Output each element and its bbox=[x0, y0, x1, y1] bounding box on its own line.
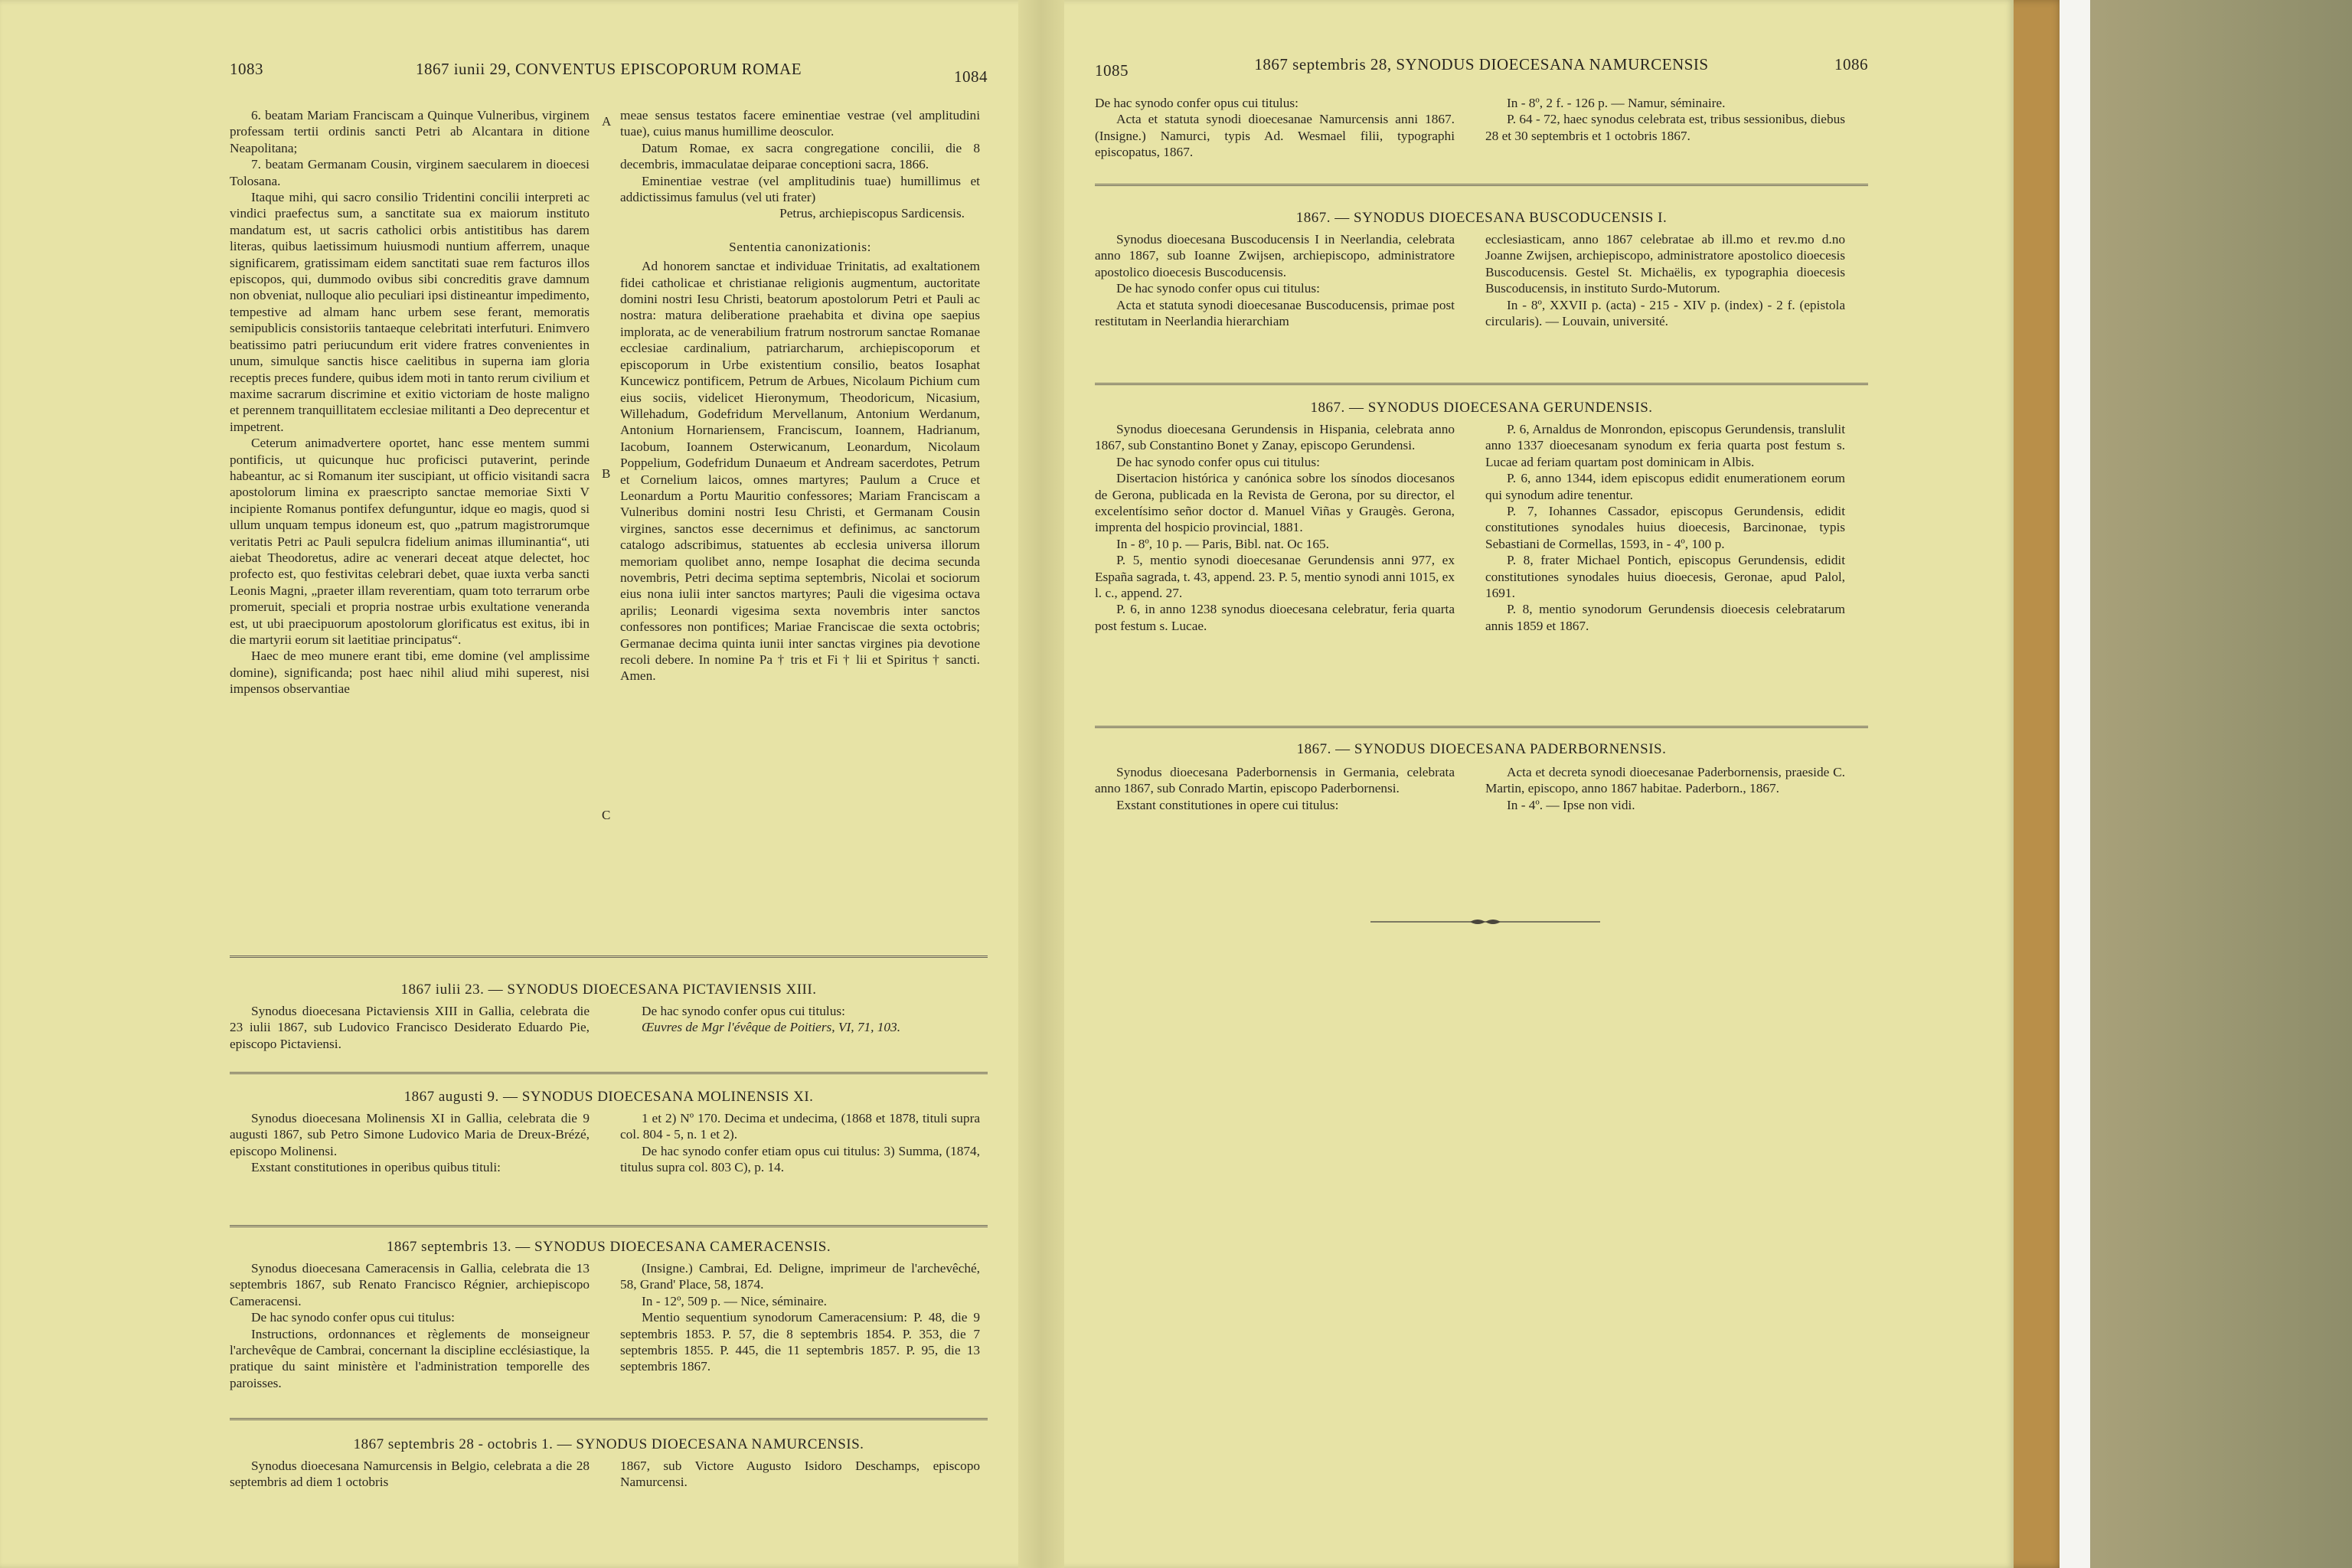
paragraph: Acta et statuta synodi dioecesanae Namurcensis anni 1867. (Insigne.) Namurci, typis Ad. Wesmael filii, typographi episcopatus, 1867. bbox=[1095, 112, 1455, 160]
signature-line: Petrus, archiepiscopus Sardicensis. bbox=[779, 206, 965, 221]
section-title-namurcensis: 1867 septembris 28 - octobris 1. — SYNODUS DIOECESANA NAMURCENSIS. bbox=[353, 1436, 864, 1452]
paragraph: P. 64 - 72, haec synodus celebrata est, tribus sessionibus, diebus 28 et 30 septembris et 1 octobris 1867. bbox=[1485, 112, 1845, 143]
paragraph: Itaque mihi, qui sacro consilio Tridentini concilii interpreti ac vindici praefectus sum, a sanctitate sua ex maiorum instituto mandatum est, ut sacris catholici orbis antistitibus has darem literas, quibus laetissimum huiusmodi nuntium afferrem, unaque significarem, gratissimam eidem sanctitati suae rem facturos illos episcopos, qui, dummodo ovibus sibi concreditis grave damnum non obveniat, nulloque alio peculiari ipsi distineantur impedimento, tempestive ad almam hanc urbem sese ferant, memoratis semipublicis consistoriis tantaeque celebritati interfuturi. Enimvero beatissimo patri periucundum erit videre fratres convenientes in unum, simulque sanctis hisce caelitibus in superna iam gloria receptis preces fundere, quibus idem moti in tanto rerum civilium et maxime sacrarum discrimine et exitio victoriam de hoste maligno et perennem tranquillitatem ecclesiae militanti a Deo deprecentur et impetrent. bbox=[230, 190, 590, 434]
paragraph: De hac synodo confer etiam opus cui titulus: 3) Summa, (1874, titulus supra col. 803 C), p. 14. bbox=[620, 1143, 980, 1175]
section-divider bbox=[230, 1072, 988, 1074]
paragraph: 1 et 2) Nº 170. Decima et undecima, (1868 et 1878, tituli supra col. 804 - 5, n. 1 et 2). bbox=[620, 1111, 980, 1142]
section-body bbox=[230, 1003, 988, 1072]
column-right bbox=[620, 1260, 980, 1375]
section-body bbox=[1095, 231, 1868, 377]
page-number-1086: 1086 bbox=[1834, 55, 1868, 74]
paragraph: P. 7, Iohannes Cassador, episcopus Gerundensis, edidit constitutiones synodales huius dioecesis, Barcinonae, typis Sebastiani de Cormellas, 1593, in - 4º, 100 p. bbox=[1485, 504, 1845, 551]
section-body bbox=[1095, 421, 1868, 727]
paragraph: P. 6, anno 1344, idem episcopus edidit enumerationem eorum qui synodum adire tenentur. bbox=[1485, 471, 1845, 502]
right-page bbox=[1095, 0, 1868, 1568]
column-left bbox=[1095, 421, 1455, 634]
paragraph: Datum Romae, ex sacra congregatione concilii, die 8 decembris, immaculatae deiparae conceptioni sacra, 1866. bbox=[620, 140, 980, 172]
subheading-sententia: Sententia canonizationis: bbox=[729, 239, 871, 254]
section-divider bbox=[230, 1418, 988, 1420]
column-left bbox=[1095, 231, 1455, 329]
column-left bbox=[230, 1458, 590, 1491]
paragraph: Acta et statuta synodi dioecesanae Buscoducensis, primae post restitutam in Neerlandia hierarchiam bbox=[1095, 297, 1455, 329]
paragraph: In - 8º, XXVII p. (acta) - 215 - XIV p. (index) - 2 f. (epistola circularis). — Louvain, université. bbox=[1485, 297, 1845, 329]
section-title-buscoducensis: 1867. — SYNODUS DIOECESANA BUSCODUCENSIS I. bbox=[1295, 210, 1668, 226]
margin-letter-c: C bbox=[602, 808, 611, 822]
column-left bbox=[230, 107, 590, 697]
paragraph: Synodus dioecesana Gerundensis in Hispania, celebrata anno 1867, sub Constantino Bonet y Zanay, episcopo Gerundensi. bbox=[1095, 422, 1455, 453]
paragraph: Eminentiae vestrae (vel amplitudinis tuae) humillimus et addictissimus famulus (vel uti frater) bbox=[620, 173, 980, 205]
section-divider bbox=[230, 956, 988, 958]
paragraph: Haec de meo munere erant tibi, eme domine (vel amplissime domine), significanda; post haec nihil aliud mihi superest, nisi impensos observantiae bbox=[230, 648, 590, 697]
section-divider bbox=[1095, 726, 1868, 728]
section-body bbox=[230, 1110, 988, 1225]
paragraph: In - 12º, 509 p. — Nice, séminaire. bbox=[642, 1293, 827, 1308]
paragraph: Synodus dioecesana Cameracensis in Gallia, celebrata die 13 septembris 1867, sub Renato Francisco Régnier, archiepiscopo Cameracensi. bbox=[230, 1261, 590, 1308]
column-right bbox=[1485, 95, 1845, 144]
namurcensis-continued bbox=[1095, 95, 1868, 179]
paragraph: P. 5, mentio synodi dioecesanae Gerundensis anni 977, ex España sagrada, t. 43, append. 23. P. 5, mentio synodi anni 1015, ex l. c., append. 27. bbox=[1095, 553, 1455, 601]
paragraph: Synodus dioecesana Namurcensis in Belgio, celebrata a die 28 septembris ad diem 1 octobris bbox=[230, 1459, 590, 1490]
left-page bbox=[230, 0, 988, 1568]
paragraph: Œuvres de Mgr l'évêque de Poitiers, VI, 71, 103. bbox=[642, 1020, 901, 1035]
section-title-molinensis: 1867 augusti 9. — SYNODUS DIOECESANA MOLINENSIS XI. bbox=[403, 1089, 814, 1105]
margin-letter-a: A bbox=[602, 114, 612, 129]
section-title-cameracensis: 1867 septembris 13. — SYNODUS DIOECESANA CAMERACENSIS. bbox=[386, 1239, 831, 1255]
column-left bbox=[1095, 764, 1455, 813]
paragraph: P. 8, mentio synodorum Gerundensis dioecesis celebratarum annis 1859 et 1867. bbox=[1485, 602, 1845, 633]
paragraph: Ad honorem sanctae et individuae Trinitatis, ad exaltationem fidei catholicae et christianae religionis augmentum, auctoritate domini nostri Iesu Christi, beatorum apostolorum Petri et Pauli ac nostra: matura deliberatione praehabita et divina ope saepius implorata, ac de venerabilium fratrum nostrorum sanctae Romanae ecclesiae cardinalium, patriarcharum, archiepiscoporum et episcoporum in Urbe existentium consilio, beatos Iosaphat Kuncewicz pontificem, Petrum de Arbues, Nicolaum Pichium cum eius sociis, videlicet Hieronymum, Theodoricum, Nicasium, Willehadum, Godefridum Mervellanum, Antonium Werdanum, Antonium Hornariensem, Franciscum, Ioannem, Hadrianum, Iacobum, Ioannem Osterwicanum, Leonardum, Nicolaum Poppelium, Godefridum Dunaeum et Andream sacerdotes, Petrum et Cornelium laicos, omnes martyres; Paulum a Cruce et Leonardum a Portu Mauritio confessores; Mariam Franciscam a Vulneribus domini nostri Iesu Christi, et Germanam Cousin virgines, sanctos esse decernimus et definimus, ac sanctorum catalogo adscribimus, statuentes ab ecclesia universa illorum memoriam quolibet anno, nempe Iosaphat die decima secunda novembris, Petri decima septima septembris, Nicolai et sociorum eius nona iulii inter sanctos martyres; Pauli die vigesima octava aprilis; Leonardi vigesima sexta novembris inter sanctos confessores non pontifices; Mariae Franciscae die sexta octobris; Germanae decima quinta iunii inter sanctas virgines pia devotione recoli debere. In nomine Pa † tris et Fi † lii et Spiritus † sancti. Amen. bbox=[620, 259, 980, 684]
section-body bbox=[230, 1260, 988, 1413]
paragraph: Synodus dioecesana Molinensis XI in Gallia, celebrata die 9 augusti 1867, sub Petro Simone Ludovico Maria de Dreux-Brézé, episcopo Molinensi. bbox=[230, 1111, 590, 1158]
column-right bbox=[620, 1110, 980, 1176]
section-title-gerundensis: 1867. — SYNODUS DIOECESANA GERUNDENSIS. bbox=[1310, 400, 1653, 416]
section-title-pictaviensis: 1867 iulii 23. — SYNODUS DIOECESANA PICTAVIENSIS XIII. bbox=[400, 982, 817, 998]
paragraph: (Insigne.) Cambrai, Ed. Deligne, imprimeur de l'archevêché, 58, Grand' Place, 58, 1874. bbox=[620, 1261, 980, 1292]
paragraph: P. 6, in anno 1238 synodus dioecesana celebratur, feria quarta post festum s. Lucae. bbox=[1095, 602, 1455, 633]
paragraph: De hac synodo confer opus cui titulus: bbox=[1095, 96, 1298, 110]
paragraph: Ceterum animadvertere oportet, hanc esse mentem summi pontificis, ut quicunque huc proficisci putaverint, perinde habeantur, ac si Romanum iter suscipiant, ut officio visitandi sacra apostolorum limina ex praescripto sanctae memoriae Sixti V incipiente Romanus pontifex defunguntur, idque eo magis, quod si ullum unquam tempus idoneum est, quo „patrum magistrorumque veritatis Petri ac Pauli sepulcra fidelium animas illuminantia“, uti aiebat Theodoretus, adire ac venerari deceat atque delectet, hoc profecto est, quo festivitas celebrari debet, quae iuxta verba sancti Leonis Magni, „praeter illam reverentiam, quam toto terrarum orbe promeruit, speciali et propria nostrae urbis exultatione veneranda est, ut ubi praecipuorum apostolorum glorificatus est exitus, ibi in die martyrii eorum sit laetitiae principatus“. bbox=[230, 436, 590, 647]
section-divider bbox=[1095, 184, 1868, 186]
paragraph: meae sensus testatos facere eminentiae vestrae (vel amplitudini tuae), cuius manus humillime deosculor. bbox=[620, 108, 980, 139]
paragraph: P. 6, Arnaldus de Monrondon, episcopus Gerundensis, translulit anno 1337 dioecesanam synodum ex feria quarta post festum s. Lucae ad feriam quartam post dominicam in Albis. bbox=[1485, 422, 1845, 469]
page-number-1084: 1084 bbox=[954, 67, 988, 86]
paragraph: In - 4º. — Ipse non vidi. bbox=[1507, 797, 1635, 812]
page-number-1085: 1085 bbox=[1095, 61, 1129, 80]
paragraph: 6. beatam Mariam Franciscam a Quinque Vulneribus, virginem professam tertii ordinis sancti Petri ab Alcantara in ditione Neapolitana; bbox=[230, 108, 590, 155]
section-title-paderbornensis: 1867. — SYNODUS DIOECESANA PADERBORNENSIS. bbox=[1296, 741, 1667, 757]
paragraph: Synodus dioecesana Buscoducensis I in Neerlandia, celebrata anno 1867, sub Ioanne Zwijsen, archiepiscopo, administratore apostolico dioecesis Buscoducensis. bbox=[1095, 232, 1455, 279]
paragraph: Exstant constitutiones in opere cui titulus: bbox=[1116, 797, 1339, 812]
paragraph: Exstant constitutiones in operibus quibus tituli: bbox=[251, 1160, 501, 1175]
section-divider bbox=[1095, 383, 1868, 385]
paragraph: Mentio sequentium synodorum Cameracensium: P. 48, die 9 septembris 1853. P. 57, die 8 septembris 1854. P. 353, die 7 septembris 1855. P. 445, die 11 septembris 1857. P. 95, die 13 septembris 1867. bbox=[620, 1310, 980, 1374]
column-right bbox=[620, 1003, 980, 1036]
section-divider bbox=[230, 1225, 988, 1227]
page-number-1083: 1083 bbox=[230, 60, 263, 78]
column-right bbox=[1485, 421, 1845, 634]
paragraph: ecclesiasticam, anno 1867 celebratae ab ill.mo et rev.mo d.no Joanne Zwijsen, archiepiscopo, administratore apostolico dioecesis Buscoducensis. Gestel St. Michaëlis, ex typographia dioecesis Buscoducensis, in instituto Surdo-Mutorum. bbox=[1485, 232, 1845, 296]
column-right bbox=[1485, 231, 1845, 329]
paragraph: De hac synodo confer opus cui titulus: bbox=[251, 1310, 455, 1325]
paragraph: Acta et decreta synodi dioecesanae Paderbornensis, praeside C. Martin, episcopo, anno 1867 habitae. Paderborn., 1867. bbox=[1485, 765, 1845, 796]
running-title-left: 1867 iunii 29, CONVENTUS EPISCOPORUM ROMAE bbox=[415, 60, 802, 78]
column-left bbox=[1095, 95, 1455, 161]
section-body bbox=[1095, 764, 1868, 856]
paragraph: Disertacion histórica y canónica sobre los sínodos diocesanos de Gerona, publicada en la Revista de Gerona, por su director, el excelentísimo señor doctor d. Manuel Viñas y Graugès. Gerona, imprenta del hospicio provincial, 1881. bbox=[1095, 471, 1455, 535]
paragraph: P. 8, frater Michael Pontich, episcopus Gerundensis, edidit constitutiones synodales huius dioecesis, Geronae, apud Palol, 1691. bbox=[1485, 553, 1845, 601]
background-wall bbox=[2082, 0, 2352, 1568]
paragraph: De hac synodo confer opus cui titulus: bbox=[1116, 281, 1320, 296]
book-gutter bbox=[1018, 0, 1064, 1568]
running-title-right: 1867 septembris 28, SYNODUS DIOECESANA NAMURCENSIS bbox=[1254, 55, 1709, 74]
ornament-divider-icon bbox=[1370, 916, 1600, 928]
paragraph: De hac synodo confer opus cui titulus: bbox=[642, 1004, 845, 1018]
column-left bbox=[230, 1003, 590, 1052]
margin-letter-b: B bbox=[602, 466, 611, 481]
column-left bbox=[230, 1110, 590, 1176]
page-edges bbox=[2060, 0, 2090, 1568]
paragraph: De hac synodo confer opus cui titulus: bbox=[1116, 454, 1320, 469]
paragraph: 1867, sub Victore Augusto Isidoro Deschamps, episcopo Namurcensi. bbox=[620, 1459, 980, 1490]
paragraph: Synodus dioecesana Paderbornensis in Germania, celebrata anno 1867, sub Conrado Martin, episcopo Paderbornensi. bbox=[1095, 765, 1455, 796]
column-right bbox=[620, 107, 980, 684]
left-page-header bbox=[230, 60, 988, 90]
paragraph: In - 8º, 2 f. - 126 p. — Namur, séminaire. bbox=[1507, 96, 1726, 110]
paragraph: 7. beatam Germanam Cousin, virginem saecularem in dioecesi Tolosana. bbox=[230, 157, 590, 188]
canonization-text bbox=[230, 107, 988, 949]
paragraph: In - 8º, 10 p. — Paris, Bibl. nat. Oc 165. bbox=[1116, 536, 1329, 551]
column-right bbox=[1485, 764, 1845, 813]
section-body bbox=[230, 1458, 988, 1504]
paragraph: Synodus dioecesana Pictaviensis XIII in Gallia, celebrata die 23 iulii 1867, sub Ludovico Francisco Desiderato Eduardo Pie, episcopo Pictaviensi. bbox=[230, 1004, 590, 1051]
column-right bbox=[620, 1458, 980, 1491]
right-page-header bbox=[1095, 55, 1868, 86]
paragraph: Instructions, ordonnances et règlements de monseigneur l'archevêque de Cambrai, concernant la discipline ecclésiastique, la pratique du saint ministère et l'administration temporelle des paroisses. bbox=[230, 1326, 590, 1390]
column-left bbox=[230, 1260, 590, 1391]
